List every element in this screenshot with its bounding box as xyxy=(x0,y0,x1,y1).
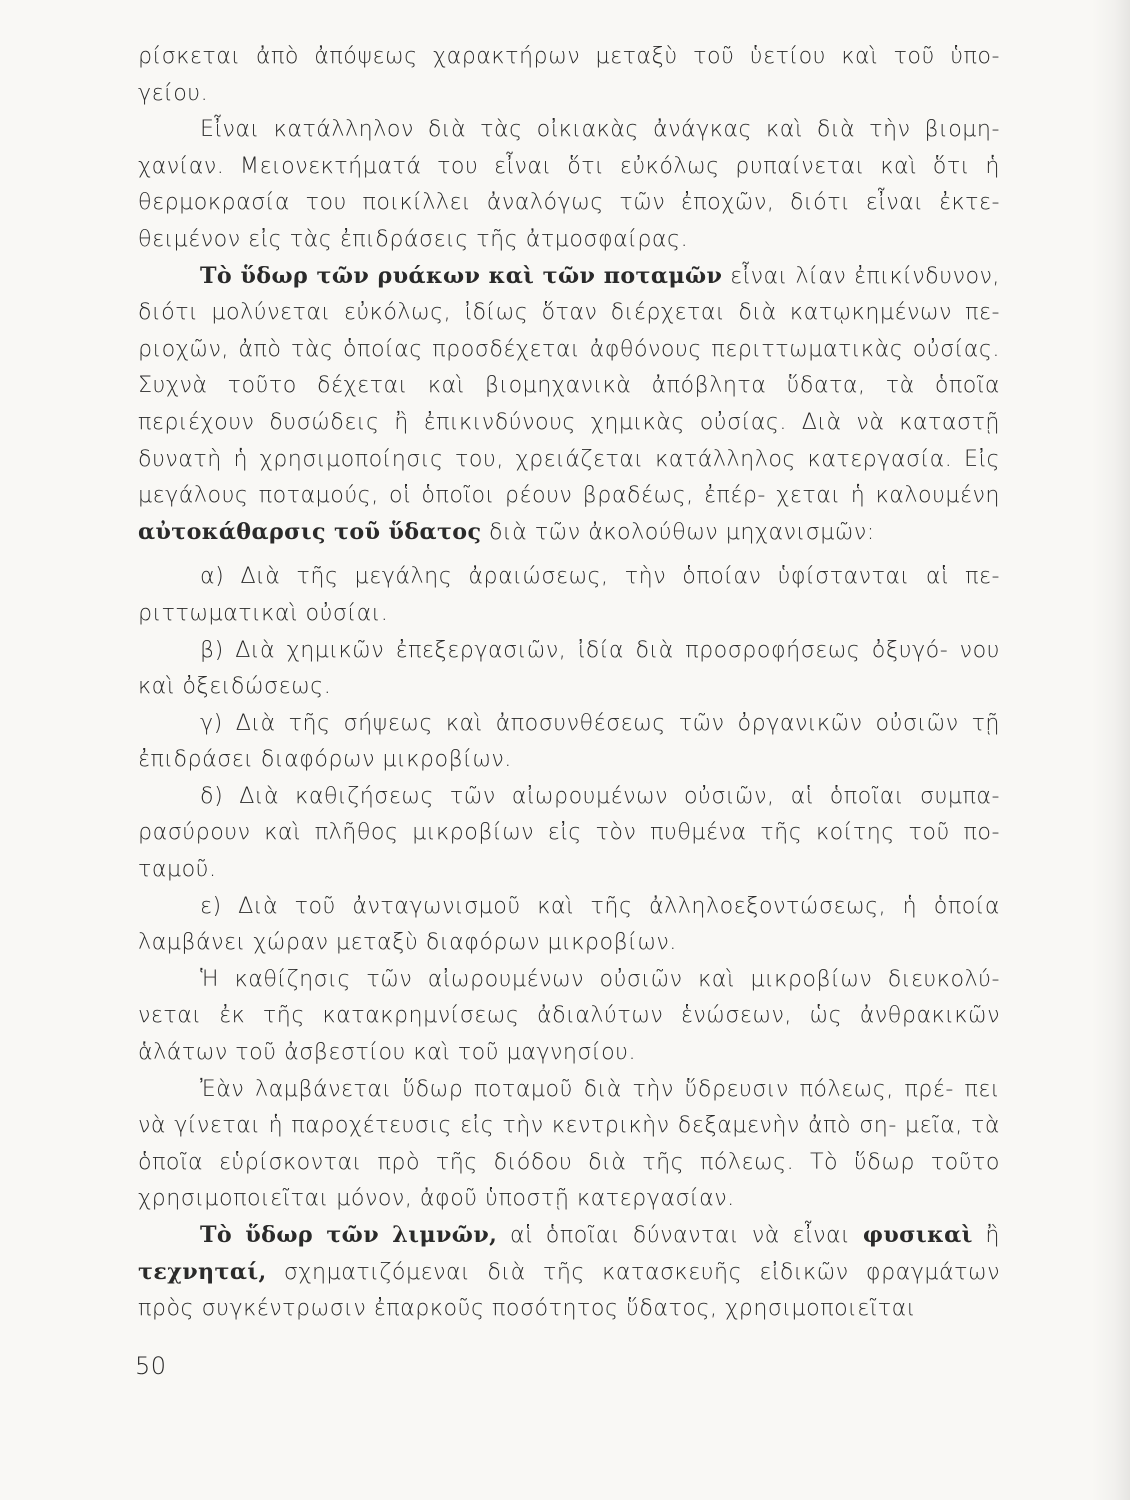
text-run: ρίσκεται ἀπὸ ἀπόψεως χαρακτήρων μεταξὺ τοῦ ὑετίου καὶ τοῦ ὑπο- γείου. xyxy=(138,43,1000,106)
text-run: γ) Διὰ τῆς σήψεως καὶ ἀποσυνθέσεως τῶν ὀργανικῶν οὐσιῶν τῇ ἐπιδράσει διαφόρων μικροβίων. xyxy=(138,709,1000,773)
paragraph xyxy=(138,888,1000,961)
text-run: σχηματιζόμεναι διὰ τῆς κατασκευῆς εἰδικῶν φραγμάτων πρὸς συγκέντρωσιν ἐπαρκοῦς ποσότητος ὕδατος, χρησιμοποιεῖται xyxy=(138,1258,1000,1322)
page-number: 50 xyxy=(135,1352,167,1380)
paragraph xyxy=(138,558,1000,631)
text-run: διὰ τῶν ἀκολούθων μηχανισμῶν: xyxy=(481,518,875,545)
paragraph xyxy=(138,778,1000,888)
text-run: α) Διὰ τῆς μεγάλης ἀραιώσεως, τὴν ὁποίαν ὑφίστανται αἱ πε- ριττωματικαὶ οὐσίαι. xyxy=(138,563,1000,626)
text-run: Ἐὰν λαμβάνεται ὕδωρ ποταμοῦ διὰ τὴν ὕδρευσιν πόλεως, πρέ- πει νὰ γίνεται ἡ παροχέτευσις εἰς τὴν κεντρικὴν δεξαμενὴν ἀπὸ ση- μεῖα, τὰ ὁποῖα εὑρίσκονται πρὸ τῆς διόδου διὰ τῆς πόλεως. Τὸ ὕδωρ τοῦτο χρησιμοποιεῖται μόνον, ἀφοῦ ὑποστῇ κατεργασίαν. xyxy=(138,1075,1000,1212)
bold-term: Τὸ ὕδωρ τῶν ρυάκων καὶ τῶν ποταμῶν xyxy=(200,262,723,289)
bold-term: αὐτοκάθαρσις τοῦ ὕδατος xyxy=(138,518,482,545)
bold-term: φυσικαὶ xyxy=(862,1222,973,1248)
paragraph xyxy=(138,38,1000,111)
text-run: β) Διὰ χημικῶν ἐπεξεργασιῶν, ἰδία διὰ προσροφήσεως ὀξυγό- νου καὶ ὀξειδώσεως. xyxy=(138,636,1000,700)
paragraph xyxy=(138,632,1000,705)
text-run: αἱ ὁποῖαι δύνανται νὰ εἶναι xyxy=(497,1222,863,1248)
body-text xyxy=(138,38,1000,1327)
paragraph xyxy=(138,705,1000,778)
text-run: ἢ xyxy=(972,1222,1000,1248)
text-run: ε) Διὰ τοῦ ἀνταγωνισμοῦ καὶ τῆς ἀλληλοεξοντώσεως, ἡ ὁποία λαμβάνει χώραν μεταξὺ διαφόρων μικροβίων. xyxy=(138,892,1000,956)
paragraph xyxy=(138,1071,1000,1217)
text-run: Εἶναι κατάλληλον διὰ τὰς οἰκιακὰς ἀνάγκας καὶ διὰ τὴν βιομη- χανίαν. Μειονεκτήματά του εἶναι ὅτι εὐκόλως ρυπαίνεται καὶ ὅτι ἡ θερμοκρασία του ποικίλλει ἀναλόγως τῶν ἐποχῶν, διότι εἶναι ἐκτε- θειμένον εἰς τὰς ἐπιδράσεις τῆς ἀτμοσφαίρας. xyxy=(138,116,1000,252)
paragraph xyxy=(138,1217,1000,1327)
paragraph xyxy=(138,111,1000,257)
text-run: εἶναι λίαν ἐπικίνδυνον, διότι μολύνεται εὐκόλως, ἰδίως ὅταν διέρχεται διὰ κατῳκημένων πε- ριοχῶν, ἀπὸ τὰς ὁποίας προσδέχεται ἀφθόνους περιττωματικὰς οὐσίας. Συχνὰ τοῦτο δέχεται καὶ βιομηχανικὰ ἀπόβλητα ὕδατα, τὰ ὁποῖα περιέχουν δυσώδεις ἢ ἐπικινδύνους χημικὰς οὐσίας. Διὰ νὰ καταστῇ δυνατὴ ἡ χρησιμοποίησις του, χρειάζεται κατάλληλος κατεργασία. Εἰς μεγάλους ποταμούς, οἱ ὁποῖοι ρέουν βραδέως, ἐπέρ- χεται ἡ καλουμένη xyxy=(138,262,1000,509)
scan-shadow xyxy=(1092,0,1130,1500)
paragraph xyxy=(138,961,1000,1071)
text-run: Ἡ καθίζησις τῶν αἰωρουμένων οὐσιῶν καὶ μικροβίων διευκολύ- νεται ἐκ τῆς κατακρημνίσεως ἀδιαλύτων ἑνώσεων, ὡς ἀνθρακικῶν ἁλάτων τοῦ ἀσβεστίου καὶ τοῦ μαγνησίου. xyxy=(138,965,1000,1066)
text-run: δ) Διὰ καθιζήσεως τῶν αἰωρουμένων οὐσιῶν, αἱ ὁποῖαι συμπα- ρασύρουν καὶ πλῆθος μικροβίων εἰς τὸν πυθμένα τῆς κοίτης τοῦ πο- ταμοῦ. xyxy=(138,782,1000,883)
bold-term: τεχνηταί, xyxy=(138,1258,267,1285)
paragraph xyxy=(138,258,1000,551)
bold-term: Τὸ ὕδωρ τῶν λιμνῶν, xyxy=(200,1222,498,1248)
